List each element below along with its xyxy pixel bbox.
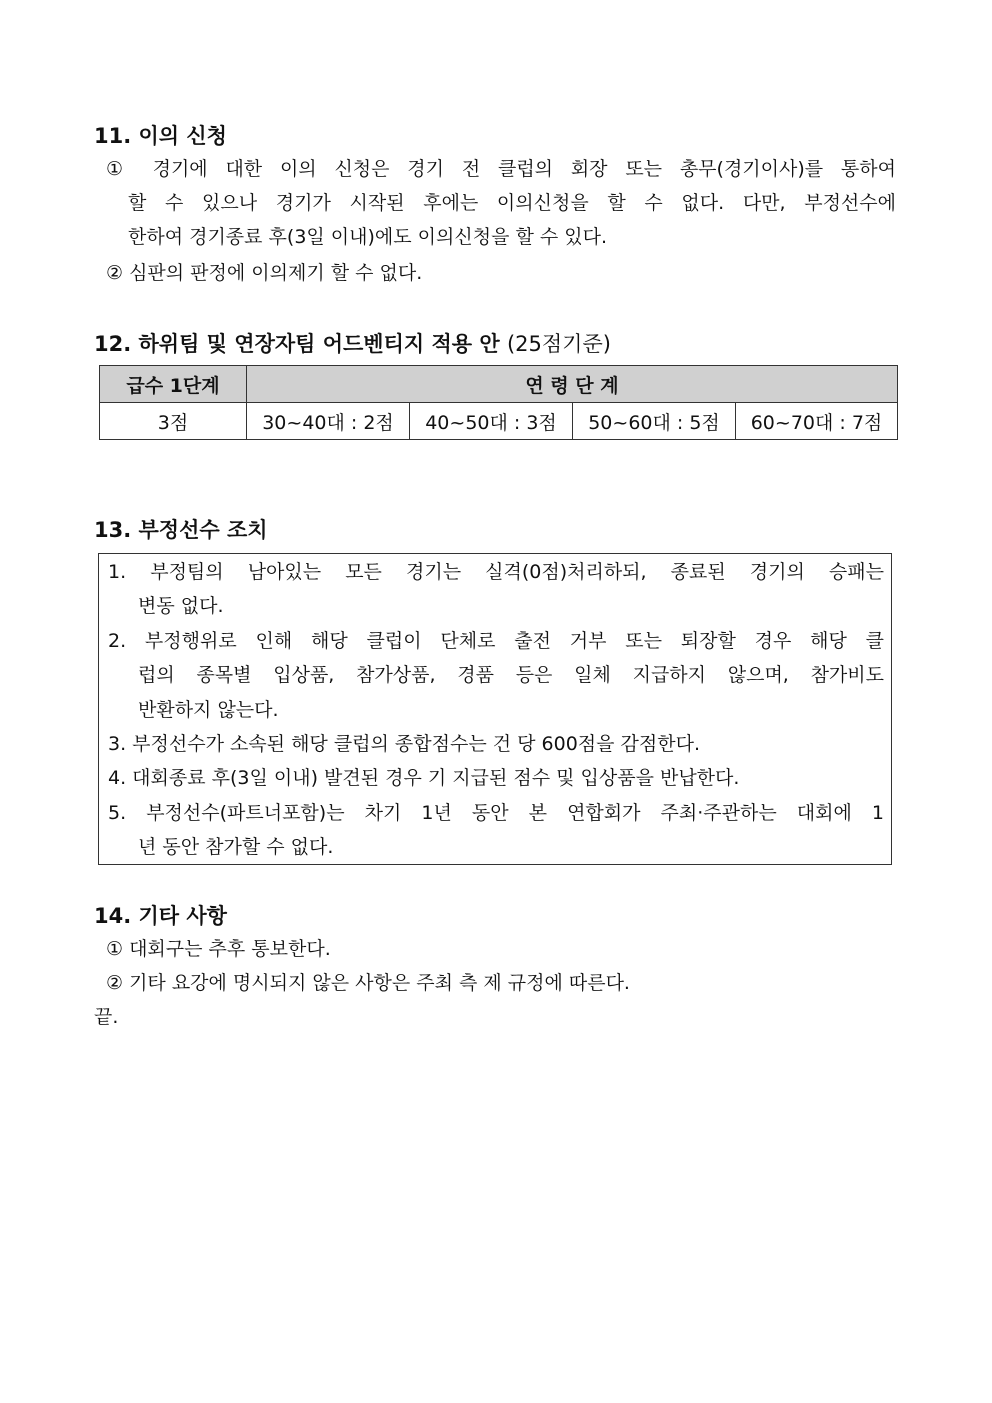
header-age: 연 령 단 계 <box>247 366 898 403</box>
section-11-title: 11. 이의 신청 <box>94 124 227 148</box>
penalty-item-5-line-2: 년 동안 참가할 수 없다. <box>138 836 334 858</box>
advantage-table <box>99 365 898 440</box>
cell-age-3: 50~60대 : 5점 <box>573 403 736 440</box>
penalty-item-2-line-1: 2. 부정행위로 인해 해당 클럽이 단체로 출전 거부 또는 퇴장할 경우 해당 클 <box>108 630 884 652</box>
section-12-title-suffix: (25점기준) <box>506 332 611 356</box>
penalty-item-1-line-2: 변동 없다. <box>138 595 224 617</box>
penalty-box <box>98 553 892 865</box>
section-11-item-1-line-1: ① 경기에 대한 이의 신청은 경기 전 클럽의 회장 또는 총무(경기이사)를 통하여 <box>106 158 896 180</box>
section-14-title: 14. 기타 사항 <box>94 904 227 928</box>
penalty-item-3: 3. 부정선수가 소속된 해당 클럽의 종합점수는 건 당 600점을 감점한다. <box>108 733 700 755</box>
end-mark: 끝. <box>94 1006 119 1028</box>
penalty-item-2-line-3: 반환하지 않는다. <box>138 699 279 721</box>
penalty-item-2-line-2: 럽의 종목별 입상품, 참가상품, 경품 등은 일체 지급하지 않으며, 참가비도 <box>138 664 884 686</box>
header-grade: 급수 1단계 <box>100 366 247 403</box>
section-12-title-main: 12. 하위팀 및 연장자팀 어드벤티지 적용 안 <box>94 332 500 356</box>
section-11-item-1-line-2: 할 수 있으나 경기가 시작된 후에는 이의신청을 할 수 없다. 다만, 부정선수에 <box>128 192 896 214</box>
section-14-item-2: ② 기타 요강에 명시되지 않은 사항은 주최 측 제 규정에 따른다. <box>106 972 630 994</box>
cell-grade-value: 3점 <box>100 403 247 440</box>
section-11-item-2: ② 심판의 판정에 이의제기 할 수 없다. <box>106 262 423 284</box>
table-header-row <box>100 366 898 403</box>
cell-age-4: 60~70대 : 7점 <box>736 403 898 440</box>
table-row <box>100 403 898 440</box>
section-14-item-1: ① 대회구는 추후 통보한다. <box>106 938 331 960</box>
section-12-title <box>94 328 611 358</box>
cell-age-1: 30~40대 : 2점 <box>247 403 410 440</box>
penalty-item-5-line-1: 5. 부정선수(파트너포함)는 차기 1년 동안 본 연합회가 주최·주관하는 대회에 1 <box>108 802 884 824</box>
section-11-item-1-line-3: 한하여 경기종료 후(3일 이내)에도 이의신청을 할 수 있다. <box>128 226 608 248</box>
cell-age-2: 40~50대 : 3점 <box>410 403 573 440</box>
penalty-item-1-line-1: 1. 부정팀의 남아있는 모든 경기는 실격(0점)처리하되, 종료된 경기의 승패는 <box>108 561 884 583</box>
penalty-item-4: 4. 대회종료 후(3일 이내) 발견된 경우 기 지급된 점수 및 입상품을 반납한다. <box>108 767 740 789</box>
section-13-title: 13. 부정선수 조치 <box>94 518 268 542</box>
